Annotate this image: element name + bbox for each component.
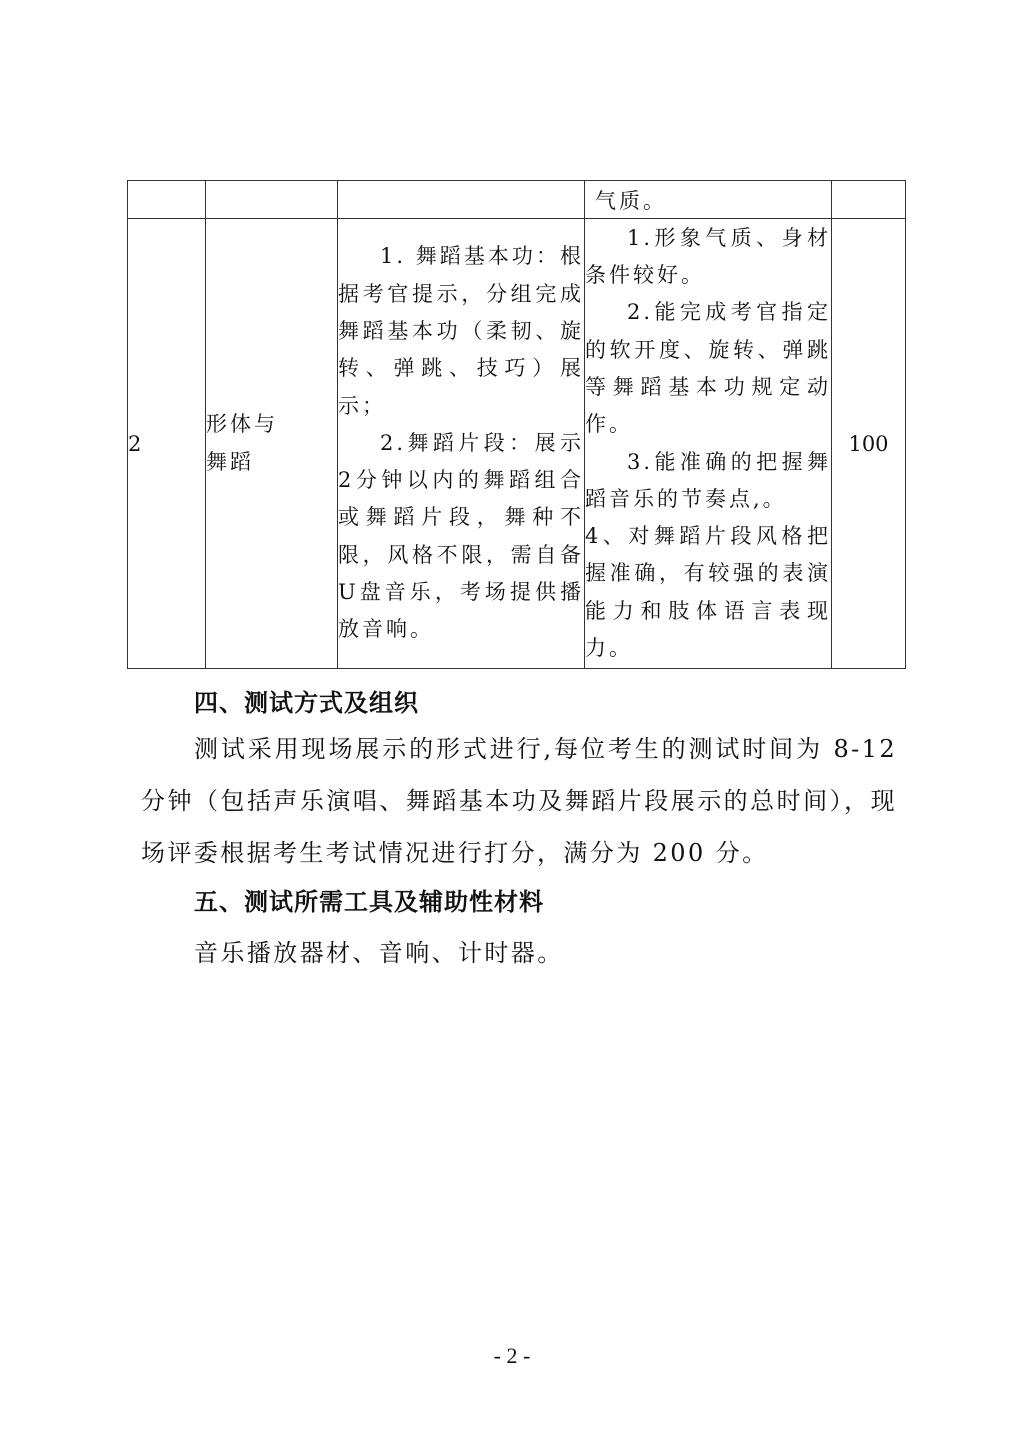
content-cell <box>338 219 585 669</box>
section-4-heading: 四、测试方式及组织 <box>194 689 419 717</box>
table-cell-criteria-tail <box>585 181 832 219</box>
score-cell <box>832 219 906 669</box>
table-cell <box>338 181 585 219</box>
criteria-tail-text: 气质。 <box>595 188 667 213</box>
content-item-2: 2.舞蹈片段：展示2分钟以内的舞蹈组合或舞蹈片段，舞种不限，风格不限，需自备U盘音乐，考场提供播放音响。 <box>338 430 584 642</box>
criteria-item-4: 4、对舞蹈片段风格把握准确，有较强的表演能力和肢体语言表现力。 <box>585 524 831 660</box>
criteria-item-2: 2.能完成考官指定的软开度、旋转、弹跳等舞蹈基本功规定动作。 <box>585 300 831 437</box>
table-row <box>128 181 906 219</box>
score-value: 100 <box>848 431 889 456</box>
section-5-heading: 五、测试所需工具及辅助性材料 <box>194 888 544 916</box>
content-item-1: 1. 舞蹈基本功：根据考官提示，分组完成舞蹈基本功（柔韧、旋转、弹跳、技巧）展示； <box>338 244 584 418</box>
assessment-table <box>127 180 906 669</box>
criteria-item-1: 1.形象气质、身材条件较好。 <box>585 225 831 288</box>
table-cell <box>832 181 906 219</box>
table-cell <box>128 181 206 219</box>
seq-number: 2 <box>128 431 142 456</box>
page-number: - 2 - <box>493 1343 531 1368</box>
table-row <box>128 219 906 669</box>
category-cell <box>206 219 338 669</box>
section-4-paragraph: 测试采用现场展示的形式进行,每位考生的测试时间为 8-12 分钟（包括声乐演唱、舞蹈基本功及舞蹈片段展示的总时间），现场评委根据考生考试情况进行打分，满分为 200 分。 <box>141 735 897 867</box>
category-line-2: 舞蹈 <box>206 449 254 474</box>
criteria-item-3: 3.能准确的把握舞蹈音乐的节奏点,。 <box>585 449 831 511</box>
table-cell <box>206 181 338 219</box>
category-line-1: 形体与 <box>206 412 278 437</box>
section-5-paragraph: 音乐播放器材、音响、计时器。 <box>194 939 564 967</box>
seq-cell <box>128 219 206 669</box>
criteria-cell <box>585 219 832 669</box>
